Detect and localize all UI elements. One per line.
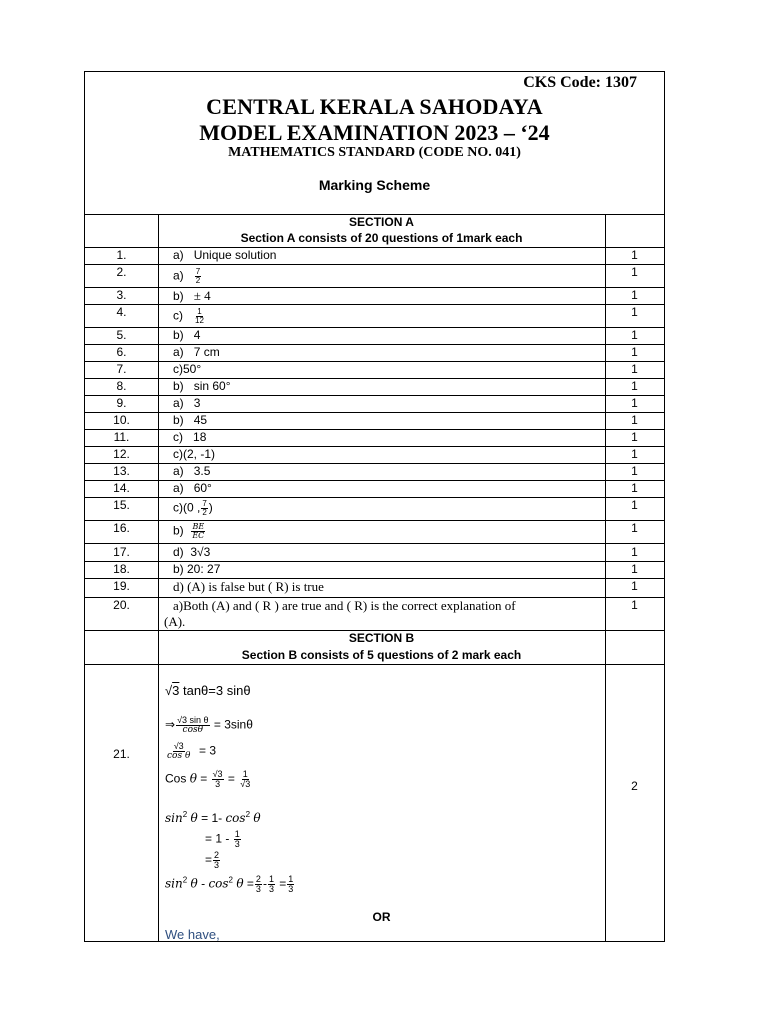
row-divider	[85, 561, 664, 562]
title-organization: CENTRAL KERALA SAHODAYA	[206, 94, 543, 119]
row-divider	[85, 344, 664, 345]
section-a-description: Section A consists of 20 questions of 1mark each	[240, 231, 523, 245]
section-b-description: Section B consists of 5 questions of 2 mark each	[241, 648, 522, 662]
fraction: $\frac{1}{12}$	[195, 307, 204, 325]
section-b-title: SECTION B	[348, 631, 415, 645]
row-divider	[85, 463, 664, 464]
document-header	[85, 72, 664, 215]
row-divider	[85, 578, 664, 579]
row-divider	[85, 520, 664, 521]
row-divider	[85, 327, 664, 328]
title-marking-scheme: Marking Scheme	[318, 177, 431, 193]
row-divider	[85, 287, 664, 288]
row-divider	[85, 497, 664, 498]
row-divider	[85, 304, 664, 305]
row-divider	[85, 412, 664, 413]
row-divider	[85, 543, 664, 544]
title-exam: MODEL EXAMINATION 2023 – ‘24	[199, 120, 550, 145]
row-divider	[85, 429, 664, 430]
fraction: $\frac{7}{2}$	[202, 499, 207, 517]
row-divider	[85, 480, 664, 481]
row-divider	[85, 664, 664, 665]
row-divider	[85, 264, 664, 265]
row-divider	[85, 446, 664, 447]
row-divider	[85, 378, 664, 379]
row-divider	[85, 361, 664, 362]
title-subject: MATHEMATICS STANDARD (CODE NO. 041)	[228, 145, 521, 160]
cks-code: CKS Code: 1307	[523, 74, 637, 91]
row-divider	[85, 395, 664, 396]
fraction: $\frac{7}{2}$	[195, 267, 201, 285]
fraction: $\frac{BE}{EC}$	[192, 522, 205, 540]
marking-scheme-table: CKS Code: 1307 CENTRAL KERALA SAHODAYA MODEL EXAMINATION 2023 – ‘24 MATHEMATICS STANDARD (CODE NO. 041) Marking Scheme SECTION A Section A consists of 20 questions of 1mark each 1. a) Unique solution 1 2. a) $\frac{7}{2}$ 1 3. b) ± 4 1 4. c) $\frac{1}{12}$ 1 5. b) 4 1 6. a) 7 cm 1 7. c)50° 1 8. b) sin 60° 1 9. a) 3 1 10. b) 45 1 11. c) 18 1 12. c)(2, -1) 1 13. a) 3.5 1 14. a) 60° 1 15. c)(0 , $\frac{7}{2}$ ) 1 16. b) $\frac{BE}{EC}$ 1 17. d) 3√3 1 18. b) 20: 27 1 19. d) (A) is false but ( R) is true 1 20. a)Both (A) and ( R ) are true and ( R) is the correct explanation of (A). 1 SECTION B Section B consists of 5 questions of 2 mark each 21. 2 √3 tanθ=3 sinθ ⇒ $\frac{\text{√3 sin θ}}{\cos\theta}$ = 3sinθ $\frac{√3}{\text{cos θ}}$ = 3 Cos θ = $\frac{√3}{3}$ = $\frac{1}{√3}$ $\sin^2 \theta = 1-$ $\cos^2 \theta$ = 1 - $\frac{1}{3}$ = $\frac{2}{3}$ $\sin^2 \theta - \cos^2 \theta$ = $\frac{2}{3}$ - $\frac{1}{3}$ = $\frac{1}{3}$ OR We have,	[84, 71, 665, 942]
or-separator: OR	[372, 910, 391, 924]
section-a-title: SECTION A	[349, 215, 414, 229]
row-divider	[85, 247, 664, 248]
alternate-solution-start: We have,	[165, 927, 220, 942]
